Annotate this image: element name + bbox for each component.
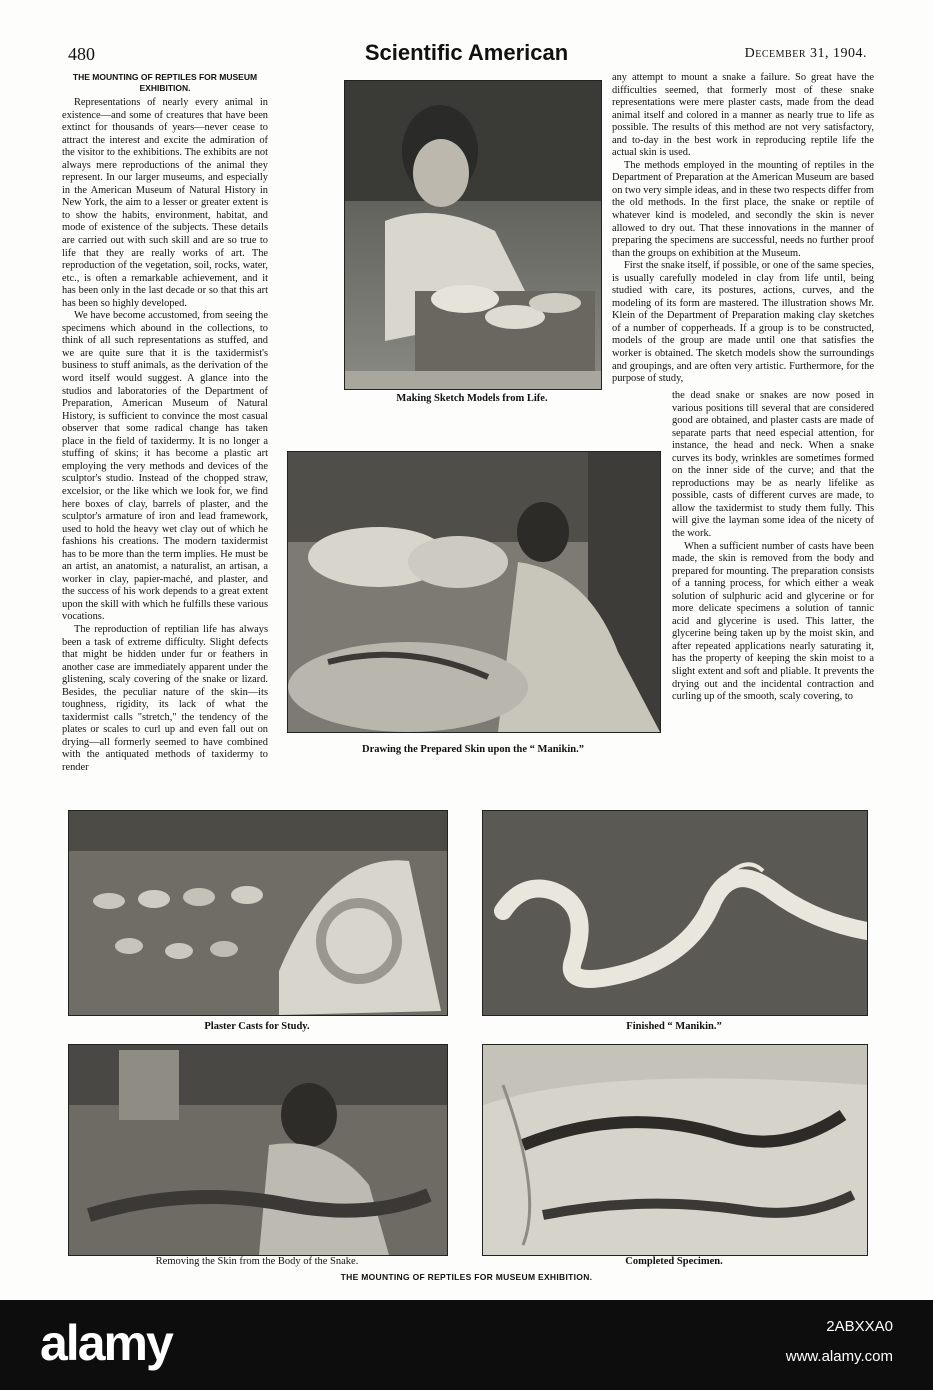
article-paragraph: Representations of nearly every animal in existence—and some of creatures that have been extinct for thousands of years—never cease to attract the interest and excite the admiration of the visitor to the exhibitions. The exhibits are not always mere reproductions of the animal they represent. In our larger museums, and especially in the American Museum of Natural History in New York, the aim to a lesser or greater extent is to show the habits, environment, habitat, and mode of existence of the subjects. These details are carried out with such skill and are so true to life that they are really works of art. The reproduction of the vegetation, soil, rocks, water, etc., is often a remarkable achievement, and it has been only in the last decade or so that this art has been so highly developed. — [62, 97, 268, 309]
caption-fig2: Drawing the Prepared Skin upon the “ Manikin.” — [362, 744, 584, 755]
article-paragraph: the dead snake or snakes are now posed in various positions till several that are considered good are obtained, and plaster casts are made of separate parts that need especial attention, for instance, the head and neck. When a snake curves its body, wrinkles are sometimes formed on the inner side of the curve; and that the reproductions may be as nearly lifelike as possible, casts of different curves are made, to allow the taxidermist to study them fully. This will give the layman some idea of the nicety of the work. — [672, 390, 874, 540]
photo-completed-specimen — [482, 1044, 868, 1256]
page-number: 480 — [68, 44, 95, 64]
photo-removing-skin — [68, 1044, 448, 1256]
article-paragraph: The reproduction of reptilian life has always been a task of extreme difficulty. Slight defects that might be hidden under fur or feathers in another case are immediately apparent under the glistening, scaly covering of the snake or lizard. Besides, the peculiar nature of the skin—its toughness, rigidity, its lack of what the taxidermist calls "stretch," the tendency of the plates or scales to curl up and even fall out on drying—all formerly seemed to have combined with the antiquated methods of taxidermy to render — [62, 623, 268, 773]
article-paragraph: When a sufficient number of casts have been made, the skin is removed from the body and prepared for mounting. The preparation consists of a tanning process, for which either a weak solution of sulphuric acid and glycerine or for more delicate specimens a solution of tannic acid and glycerine is used. This latter, the glycerine being taken up by the moist skin, and after repeated applications nearly saturating it, has the property of keeping the skin moist to a slight extent and soft and pliable. It prevents the drying out and the incidental contraction and curling up of the smooth, scaly covering, to — [672, 540, 874, 703]
photo-drawing-skin-on-manikin — [287, 451, 661, 733]
photo-plaster-casts — [68, 810, 448, 1016]
caption-fig4: Finished “ Manikin.” — [626, 1021, 722, 1032]
issue-date: December 31, 1904. — [744, 46, 867, 61]
article-column-3 — [612, 72, 874, 386]
article-column-1 — [62, 72, 268, 773]
article-paragraph: We have become accustomed, from seeing the specimens which abound in the collections, to think of all such representations as stuffed, and we are quite sure that it is the taxidermist's business to stuff animals, as the derivation of the word itself would suggest. A glance into the studios and laboratories of the Department of Preparation, American Museum of Natural History, is sufficient to convince the most casual observer that some radical change has taken place in the field of taxidermy. It is no longer a stuffing of skins; it has become a plastic art employing the very methods and devices of the sculptor's studio. Instead of the chopped straw, excelsior, or the like which we look for, we find here boxes of clay, barrels of plaster, and the sculptor's armature of iron and lead framework, used to hold the heavy wet clay out of which he fashions his creations. The modern taxidermist has to be more than the term implies. He must be an artist, an anatomist, a naturalist, an artisan, a worker in clay, papier-maché, and plaster, and the success of his work depends to a great extent upon the skill with which he fulfills these various vocations. — [62, 310, 268, 623]
caption-fig1: Making Sketch Models from Life. — [396, 393, 548, 404]
photo-making-sketch-models — [344, 80, 602, 390]
article-paragraph: The methods employed in the mounting of reptiles in the Department of Preparation at the American Museum are based on two very simple ideas, and in these two respects differ from the old methods. In the first place, the snake or reptile of whatever kind is modeled, and secondly the skin is never allowed to dry out. That these innovations in the manner of preparing the specimens are successful, needs no further proof than the groups on exhibition at the Museum. — [612, 159, 874, 259]
watermark-banner — [0, 1300, 933, 1390]
watermark-site: www.alamy.com — [785, 1348, 893, 1365]
plate-caption: THE MOUNTING OF REPTILES FOR MUSEUM EXHIBITION. — [340, 1272, 593, 1282]
alamy-logo: alamy — [40, 1315, 172, 1371]
article-paragraph: any attempt to mount a snake a failure. So great have the difficulties seemed, that formerly most of these snake representations were mere plaster casts, made from the dead animal itself and colored in a manner as nearly true to life as possible. The results of this method are not very satisfactory, and to-day in the best work in reproducing reptile life the actual skin is used. — [612, 72, 874, 159]
journal-title: Scientific American — [364, 40, 569, 65]
photo-finished-manikin — [482, 810, 868, 1016]
image-id-value: 2ABXXA0 — [826, 1318, 893, 1335]
article-paragraph: First the snake itself, if possible, or one of the same species, is usually carefully modeled in clay from life until, being studied with care, its postures, actions, curves, and the modeling of its form are mastered. The illustration shows Mr. Klein of the Department of Preparation making clay sketches of a number of copperheads. If a group is to be constructed, models of the group are made until one that satisfies the worker is obtained. The sketch models show the surroundings and groupings, and are often very artistic. Furthermore, for the purpose of study, — [612, 260, 874, 385]
caption-fig6: Completed Specimen. — [625, 1256, 723, 1267]
caption-fig3: Plaster Casts for Study. — [204, 1021, 310, 1032]
article-column-3-narrow — [672, 390, 874, 704]
caption-fig5: Removing the Skin from the Body of the Snake. — [155, 1256, 359, 1267]
article-title: THE MOUNTING OF REPTILES FOR MUSEUM EXHIBITION. — [72, 72, 258, 93]
image-id — [826, 1318, 893, 1335]
